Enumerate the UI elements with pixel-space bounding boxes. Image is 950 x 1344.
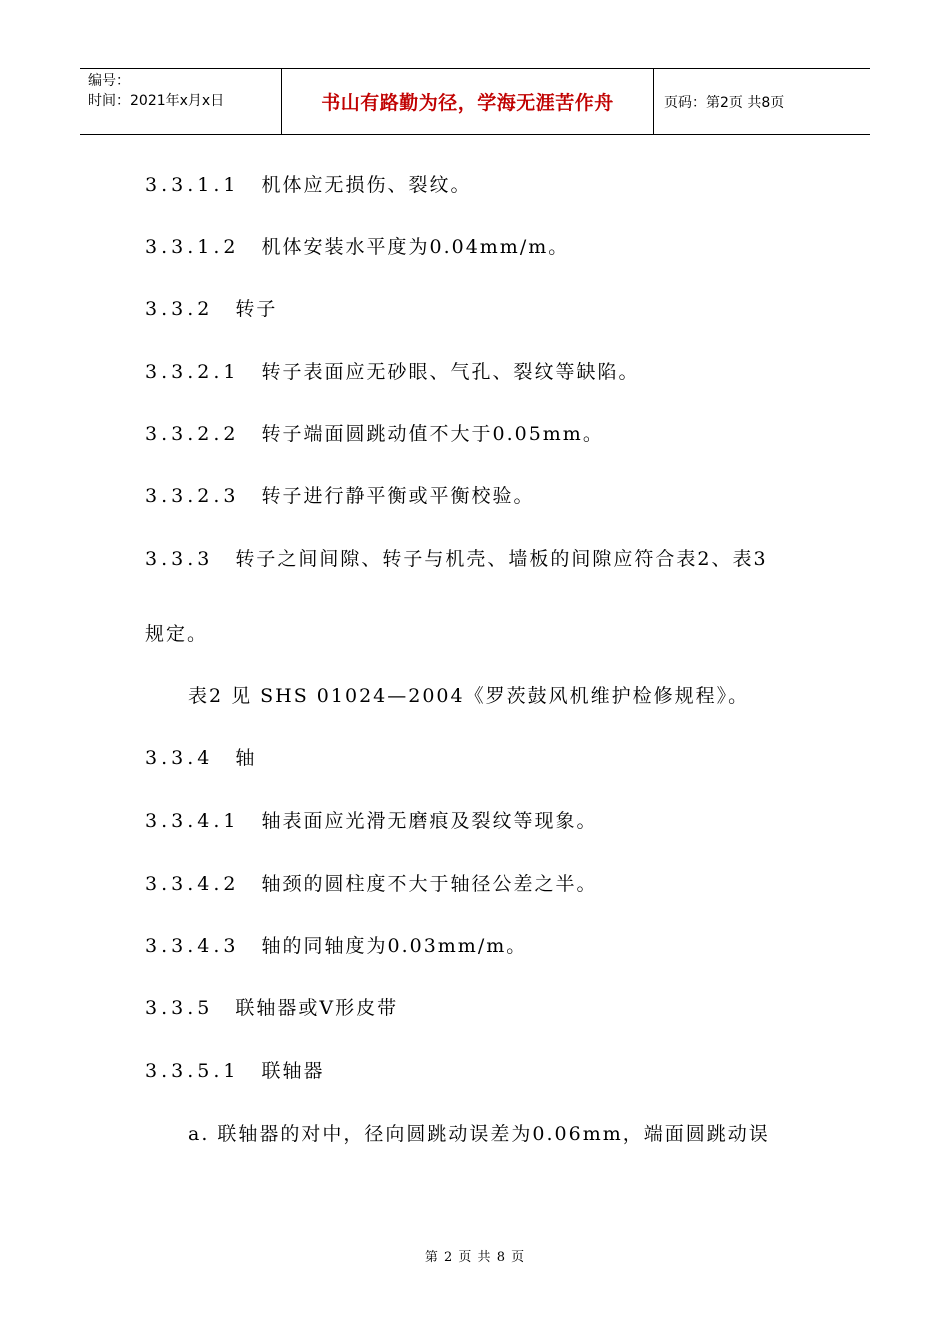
clause-line bbox=[145, 1059, 325, 1083]
page-footer: 第 2 页 共 8 页 bbox=[424, 1250, 526, 1265]
clause-line bbox=[145, 547, 768, 571]
header-page-label: 页码：第2页 共8页 bbox=[664, 94, 785, 111]
clause-number: 3.3.1.2 bbox=[145, 236, 240, 258]
header-meta bbox=[80, 69, 282, 134]
clause-text: 转子端面圆跳动值不大于0.05mm。 bbox=[261, 423, 604, 445]
clause-text: 转子之间间隙、转子与机壳、墙板的间隙应符合表2、表3 bbox=[235, 548, 768, 570]
clause-line bbox=[145, 996, 398, 1020]
page-header bbox=[80, 68, 870, 135]
clause-text: 规定。 bbox=[145, 623, 209, 645]
clause-number: 3.3.2.2 bbox=[145, 423, 240, 445]
clause-number: 3.3.2 bbox=[145, 298, 214, 320]
clause-text: 机体应无损伤、裂纹。 bbox=[261, 174, 472, 196]
clause-text: 转子进行静平衡或平衡校验。 bbox=[261, 485, 535, 507]
clause-line bbox=[145, 809, 598, 833]
table-reference bbox=[188, 684, 749, 708]
clause-number: 3.3.5.1 bbox=[145, 1060, 240, 1082]
clause-text: 轴 bbox=[235, 747, 257, 769]
clause-text: 转子 bbox=[235, 298, 278, 320]
doc-number-label: 编号： bbox=[88, 73, 130, 89]
clause-line bbox=[145, 872, 598, 896]
clause-line bbox=[145, 934, 527, 958]
list-item bbox=[188, 1122, 770, 1146]
clause-line bbox=[145, 484, 535, 508]
clause-number: 3.3.4.1 bbox=[145, 810, 240, 832]
clause-text: 轴颈的圆柱度不大于轴径公差之半。 bbox=[261, 873, 598, 895]
clause-line bbox=[145, 173, 472, 197]
clause-text: 轴表面应光滑无磨痕及裂纹等现象。 bbox=[261, 810, 598, 832]
clause-line bbox=[145, 297, 277, 321]
clause-number: 3.3.1.1 bbox=[145, 174, 240, 196]
clause-number: 3.3.2.3 bbox=[145, 485, 240, 507]
clause-number: 3.3.3 bbox=[145, 548, 214, 570]
clause-text: 转子表面应无砂眼、气孔、裂纹等缺陷。 bbox=[261, 361, 640, 383]
clause-number: 3.3.2.1 bbox=[145, 361, 240, 383]
clause-number: 3.3.4.3 bbox=[145, 935, 240, 957]
clause-text: 轴的同轴度为0.03mm/m。 bbox=[261, 935, 528, 957]
clause-number: 3.3.4 bbox=[145, 747, 214, 769]
clause-number: 3.3.5 bbox=[145, 997, 214, 1019]
clause-line bbox=[145, 360, 640, 384]
clause-line bbox=[145, 235, 569, 259]
clause-text: 联轴器或V形皮带 bbox=[235, 997, 399, 1019]
clause-line bbox=[145, 746, 256, 770]
clause-text: 机体安装水平度为0.04mm/m。 bbox=[261, 236, 570, 258]
clause-text: 联轴器 bbox=[261, 1060, 325, 1082]
clause-text: 表2 见 SHS 01024—2004《罗茨鼓风机维护检修规程》。 bbox=[188, 685, 750, 707]
clause-text: a. 联轴器的对中，径向圆跳动误差为0.06mm，端面圆跳动误 bbox=[188, 1123, 770, 1145]
doc-time-label: 时间：2021年x月x日 bbox=[88, 93, 225, 109]
clause-number: 3.3.4.2 bbox=[145, 873, 240, 895]
clause-line bbox=[145, 422, 604, 446]
header-motto: 书山有路勤为径，学海无涯苦作舟 bbox=[282, 69, 654, 134]
clause-continuation bbox=[145, 622, 208, 646]
